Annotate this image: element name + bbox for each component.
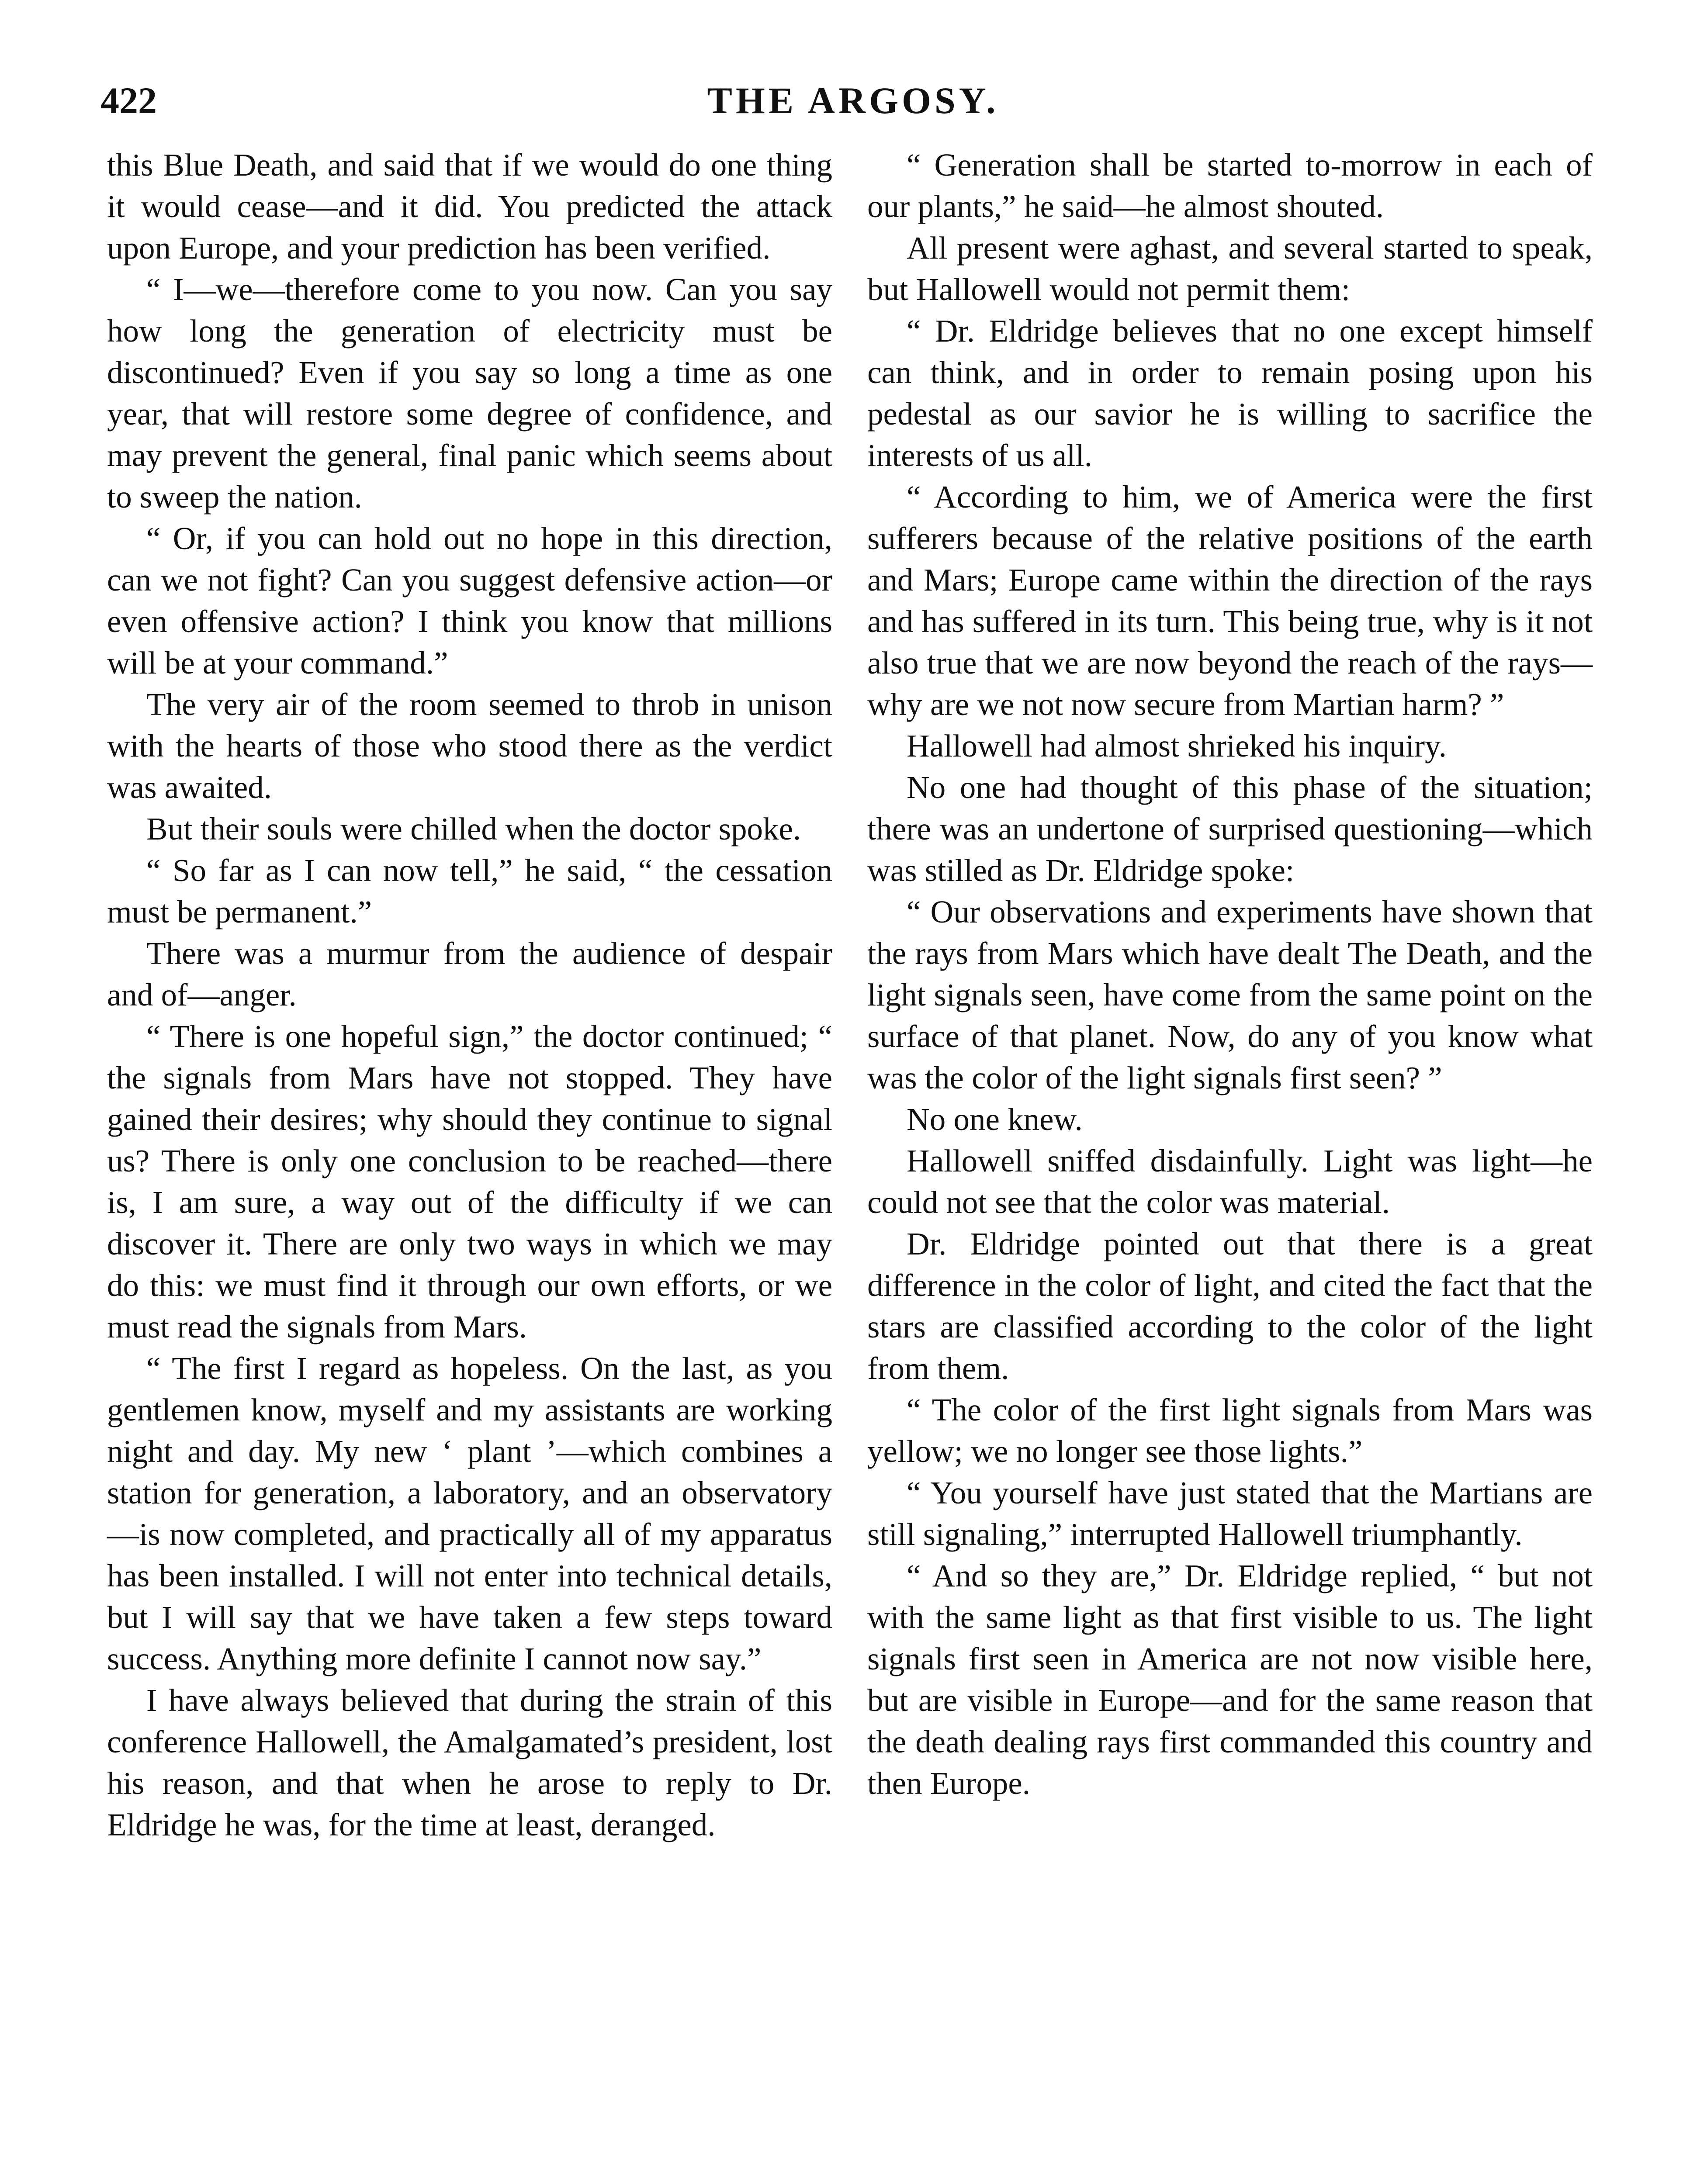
paragraph: No one had thought of this phase of the situation; there was an undertone of surprised questioning—which was stilled as Dr. Eldridge spoke: [867,770,1593,888]
paragraph: “ According to him, we of America were the first sufferers because of the relative positions of the earth and Mars; Europe came within the direction of the rays and has suffered in its turn. This being true, why is it not also true that we are now beyond the reach of the rays—why are we not now secure from Martian harm? ” [867,479,1593,722]
paragraph: All present were aghast, and several started to speak, but Hallowell would not permit them: [867,230,1593,307]
paragraph: this Blue Death, and said that if we would do one thing it would cease—and it did. You predicted the attack upon Europe, and your prediction has been verified. [107,147,832,266]
paragraph: “ I—we—therefore come to you now. Can you say how long the generation of electricity must be discontinued? Even if you say so long a time as one year, that will restore some degree of confidence, and may prevent the general, final panic which seems about to sweep the nation. [107,272,832,515]
paragraph: “ Generation shall be started to-morrow in each of our plants,” he said—he almost shouted. [867,147,1593,224]
paragraph: Dr. Eldridge pointed out that there is a great difference in the color of light, and cited the fact that the stars are classified according to the color of the light from them. [867,1226,1593,1386]
paragraph: I have always believed that during the strain of this conference Hallowell, the Amalgamated’s president, lost his reason, and that when he arose to reply to Dr. Eldridge he was, for the time at least, deranged. [107,1683,832,1842]
paragraph: “ Dr. Eldridge believes that no one except himself can think, and in order to remain posing upon his pedestal as our savior he is willing to sacrifice the interests of us all. [867,313,1593,473]
paragraph: But their souls were chilled when the doctor spoke. [146,811,801,847]
paragraph: No one knew. [907,1102,1083,1137]
paragraph: The very air of the room seemed to throb in unison with the hearts of those who stood there as the verdict was awaited. [107,687,832,805]
paragraph: Hallowell had almost shrieked his inquiry. [907,728,1447,764]
right-column [867,144,1593,1804]
paragraph: “ And so they are,” Dr. Eldridge replied, “ but not with the same light as that first visible to us. The light signals first seen in America are not now visible here, but are visible in Europe—and for the same reason that the death dealing rays first commanded this country and then Europe. [867,1558,1593,1801]
paragraph: “ There is one hopeful sign,” the doctor continued; “ the signals from Mars have not stopped. They have gained their desires; why should they continue to signal us? There is only one conclusion to be reached—there is, I am sure, a way out of the difficulty if we can discover it. There are only two ways in which we may do this: we must find it through our own efforts, or we must read the signals from Mars. [107,1019,832,1344]
paragraph: “ You yourself have just stated that the Martians are still signaling,” interrupted Hallowell triumphantly. [867,1475,1593,1552]
left-column [107,144,832,1845]
paragraph: There was a murmur from the audience of despair and of—anger. [107,936,832,1013]
paragraph: “ Our observations and experiments have shown that the rays from Mars which have dealt The Death, and the light signals seen, have come from the same point on the surface of that planet. Now, do any of you know what was the color of the light signals first seen? ” [867,894,1593,1095]
page-number: 422 [100,79,157,121]
paragraph: “ The first I regard as hopeless. On the last, as you gentlemen know, myself and my assistants are working night and day. My new ‘ plant ’—which combines a station for generation, a laboratory, and an observatory—is now completed, and practically all of my apparatus has been installed. I will not enter into technical details, but I will say that we have taken a few steps toward success. Anything more definite I cannot now say.” [107,1351,832,1676]
paragraph: “ Or, if you can hold out no hope in this direction, can we not fight? Can you suggest defensive action—or even offensive action? I think you know that millions will be at your command.” [107,521,832,681]
page-header [100,70,1606,131]
running-head: THE ARGOSY. [707,79,999,121]
paragraph: Hallowell sniffed disdainfully. Light was light—he could not see that the color was material. [867,1143,1593,1220]
paragraph: “ The color of the first light signals from Mars was yellow; we no longer see those lights.” [867,1392,1593,1469]
paragraph: “ So far as I can now tell,” he said, “ the cessation must be permanent.” [107,853,832,930]
